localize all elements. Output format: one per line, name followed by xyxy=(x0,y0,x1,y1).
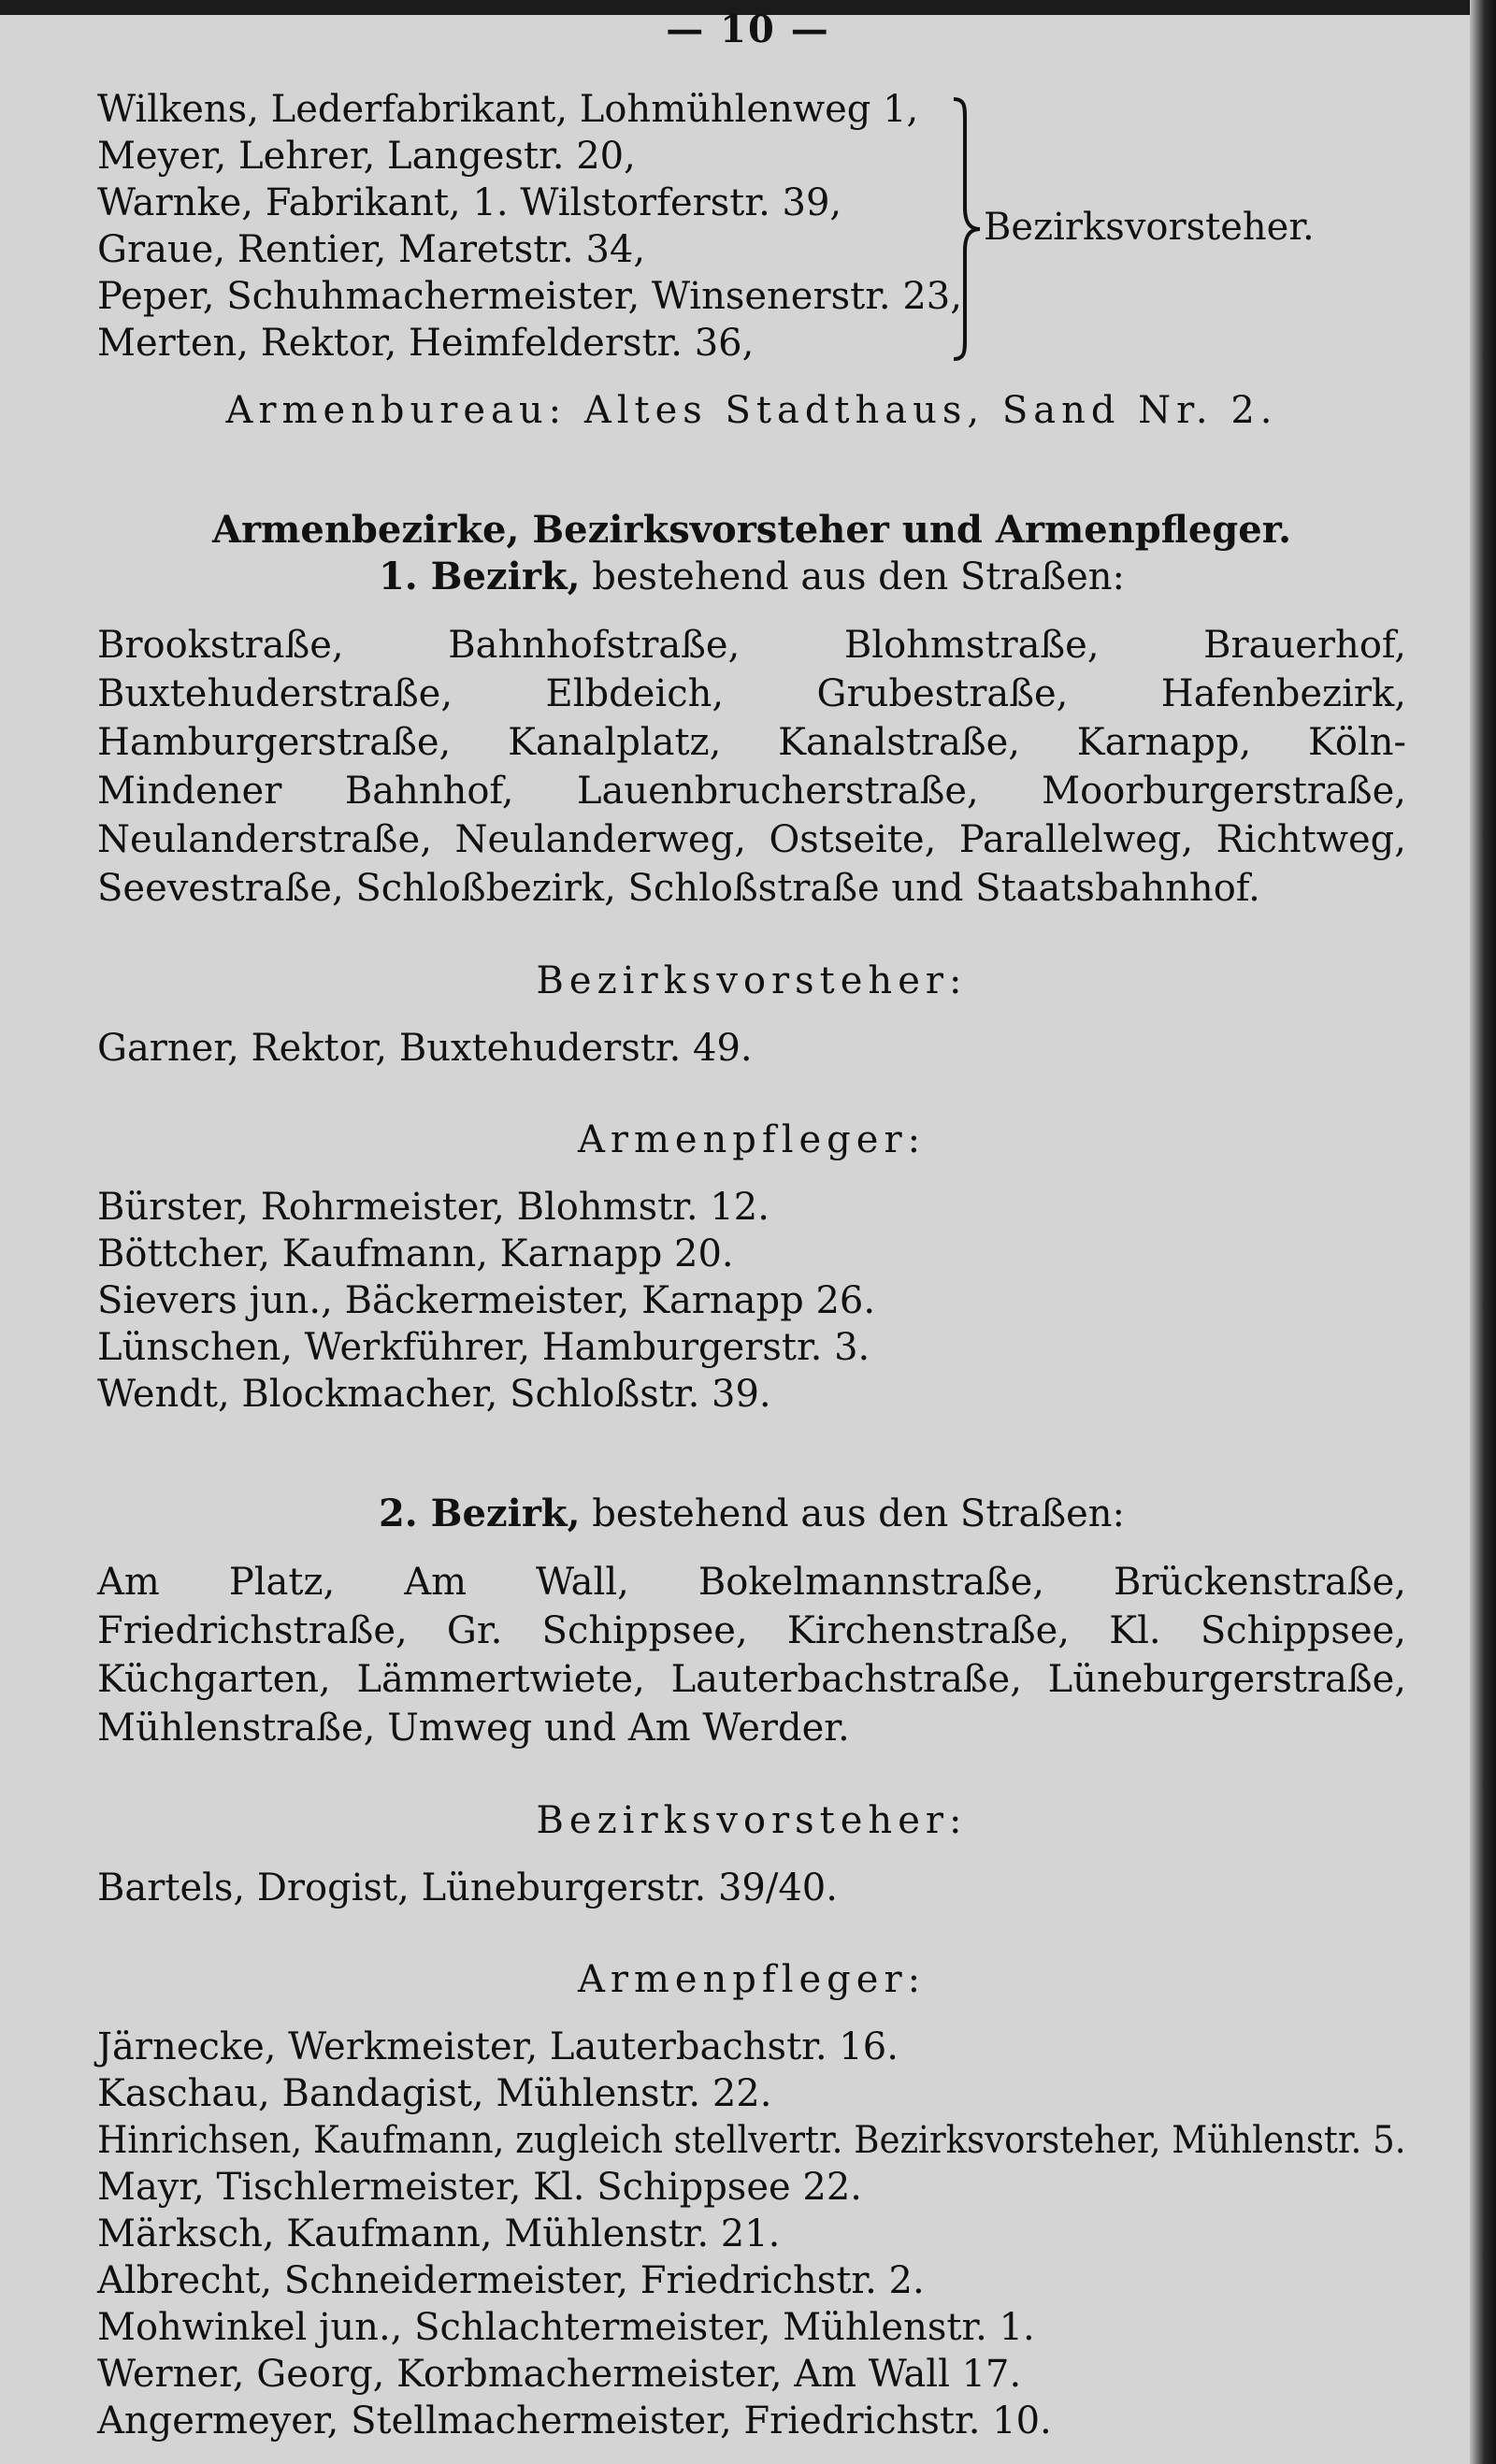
section-title: Armenbezirke, Bezirksvorsteher und Armenpfleger. xyxy=(211,508,1292,552)
district-1-streets: Brookstraße, Bahnhofstraße, Blohmstraße, Brauerhof, Buxtehuderstraße, Elbdeich, Grubestraße, Hafenbezirk, Hamburgerstraße, Kanalplatz, Kanalstraße, Karnapp, Köln-Mindener Bahnhof, Lauenbrucherstraße, Moorburgerstraße, Neulanderstraße, Neulanderweg, Ostseite, Parallelweg, Richtweg, Seevestraße, Schloßbezirk, Schloßstraße und Staatsbahnhof. xyxy=(97,624,1406,910)
district-1-vorsteher-label: Bezirksvorsteher: xyxy=(536,959,968,1002)
district-2-number: 2. Bezirk, xyxy=(378,1491,581,1535)
page-content xyxy=(97,86,1406,2444)
committee-label: Bezirksvorsteher. xyxy=(984,206,1315,249)
list-item: Hinrichsen, Kaufmann, zugleich stellvertr. Bezirksvorsteher, Mühlenstr. 5. xyxy=(97,2119,1406,2162)
committee-member: Meyer, Lehrer, Langestr. 20, xyxy=(97,135,636,178)
district-2-heading xyxy=(97,1491,1406,1537)
district-2-heading-text: bestehend aus den Straßen: xyxy=(580,1492,1126,1535)
list-item: Böttcher, Kaufmann, Karnapp 20. xyxy=(97,1232,734,1275)
district-2-vorsteher-label: Bezirksvorsteher: xyxy=(536,1799,968,1842)
list-item: Wendt, Blockmacher, Schloßstr. 39. xyxy=(97,1373,771,1416)
committee-member: Warnke, Fabrikant, 1. Wilstorferstr. 39, xyxy=(97,181,842,224)
committee-block xyxy=(97,86,1406,367)
list-item: Albrecht, Schneidermeister, Friedrichstr. 2. xyxy=(97,2259,925,2302)
list-item: Bürster, Rohrmeister, Blohmstr. 12. xyxy=(97,1186,770,1229)
list-item: Lünschen, Werkführer, Hamburgerstr. 3. xyxy=(97,1326,870,1369)
district-1-pfleger-list xyxy=(97,1184,1406,1418)
district-1-heading-text: bestehend aus den Straßen: xyxy=(580,555,1126,598)
district-1-pfleger-label: Armenpfleger: xyxy=(577,1118,927,1161)
list-item: Sievers jun., Bäckermeister, Karnapp 26. xyxy=(97,1279,876,1322)
district-2-pfleger-label: Armenpfleger: xyxy=(577,1958,927,2001)
list-item: Mohwinkel jun., Schlachtermeister, Mühlenstr. 1. xyxy=(97,2306,1035,2349)
district-1-heading xyxy=(97,554,1406,600)
list-item: Werner, Georg, Korbmachermeister, Am Wall 17. xyxy=(97,2353,1022,2396)
committee-member: Wilkens, Lederfabrikant, Lohmühlenweg 1, xyxy=(97,88,919,131)
district-2-vorsteher: Bartels, Drogist, Lüneburgerstr. 39/40. xyxy=(97,1866,838,1909)
list-item: Mayr, Tischlermeister, Kl. Schippsee 22. xyxy=(97,2166,863,2209)
curly-brace-icon xyxy=(948,97,985,361)
district-2-pfleger-list xyxy=(97,2024,1406,2444)
district-1-vorsteher: Garner, Rektor, Buxtehuderstr. 49. xyxy=(97,1027,753,1070)
district-2-streets: Am Platz, Am Wall, Bokelmannstraße, Brückenstraße, Friedrichstraße, Gr. Schippsee, Kirchenstraße, Kl. Schippsee, Küchgarten, Lämmertwiete, Lauterbachstraße, Lüneburgerstraße, Mühlenstraße, Umweg und Am Werder. xyxy=(97,1561,1406,1750)
list-item: Järnecke, Werkmeister, Lauterbachstr. 16. xyxy=(97,2025,899,2068)
list-item: Märksch, Kaufmann, Mühlenstr. 21. xyxy=(97,2212,781,2255)
page-edge-shadow xyxy=(1470,0,1496,2464)
list-item: Angermeyer, Stellmachermeister, Friedrichstr. 10. xyxy=(97,2399,1052,2442)
list-item: Kaschau, Bandagist, Mühlenstr. 22. xyxy=(97,2072,772,2115)
committee-members xyxy=(97,86,962,367)
committee-member: Graue, Rentier, Maretstr. 34, xyxy=(97,228,646,271)
committee-member: Merten, Rektor, Heimfelderstr. 36, xyxy=(97,322,755,365)
committee-member: Peper, Schuhmachermeister, Winsenerstr. 23, xyxy=(97,275,962,318)
page-number: — 10 — xyxy=(666,7,830,51)
armenbureau-line: Armenbureau: Altes Stadthaus, Sand Nr. 2. xyxy=(225,389,1278,432)
district-1-number: 1. Bezirk, xyxy=(378,555,581,598)
